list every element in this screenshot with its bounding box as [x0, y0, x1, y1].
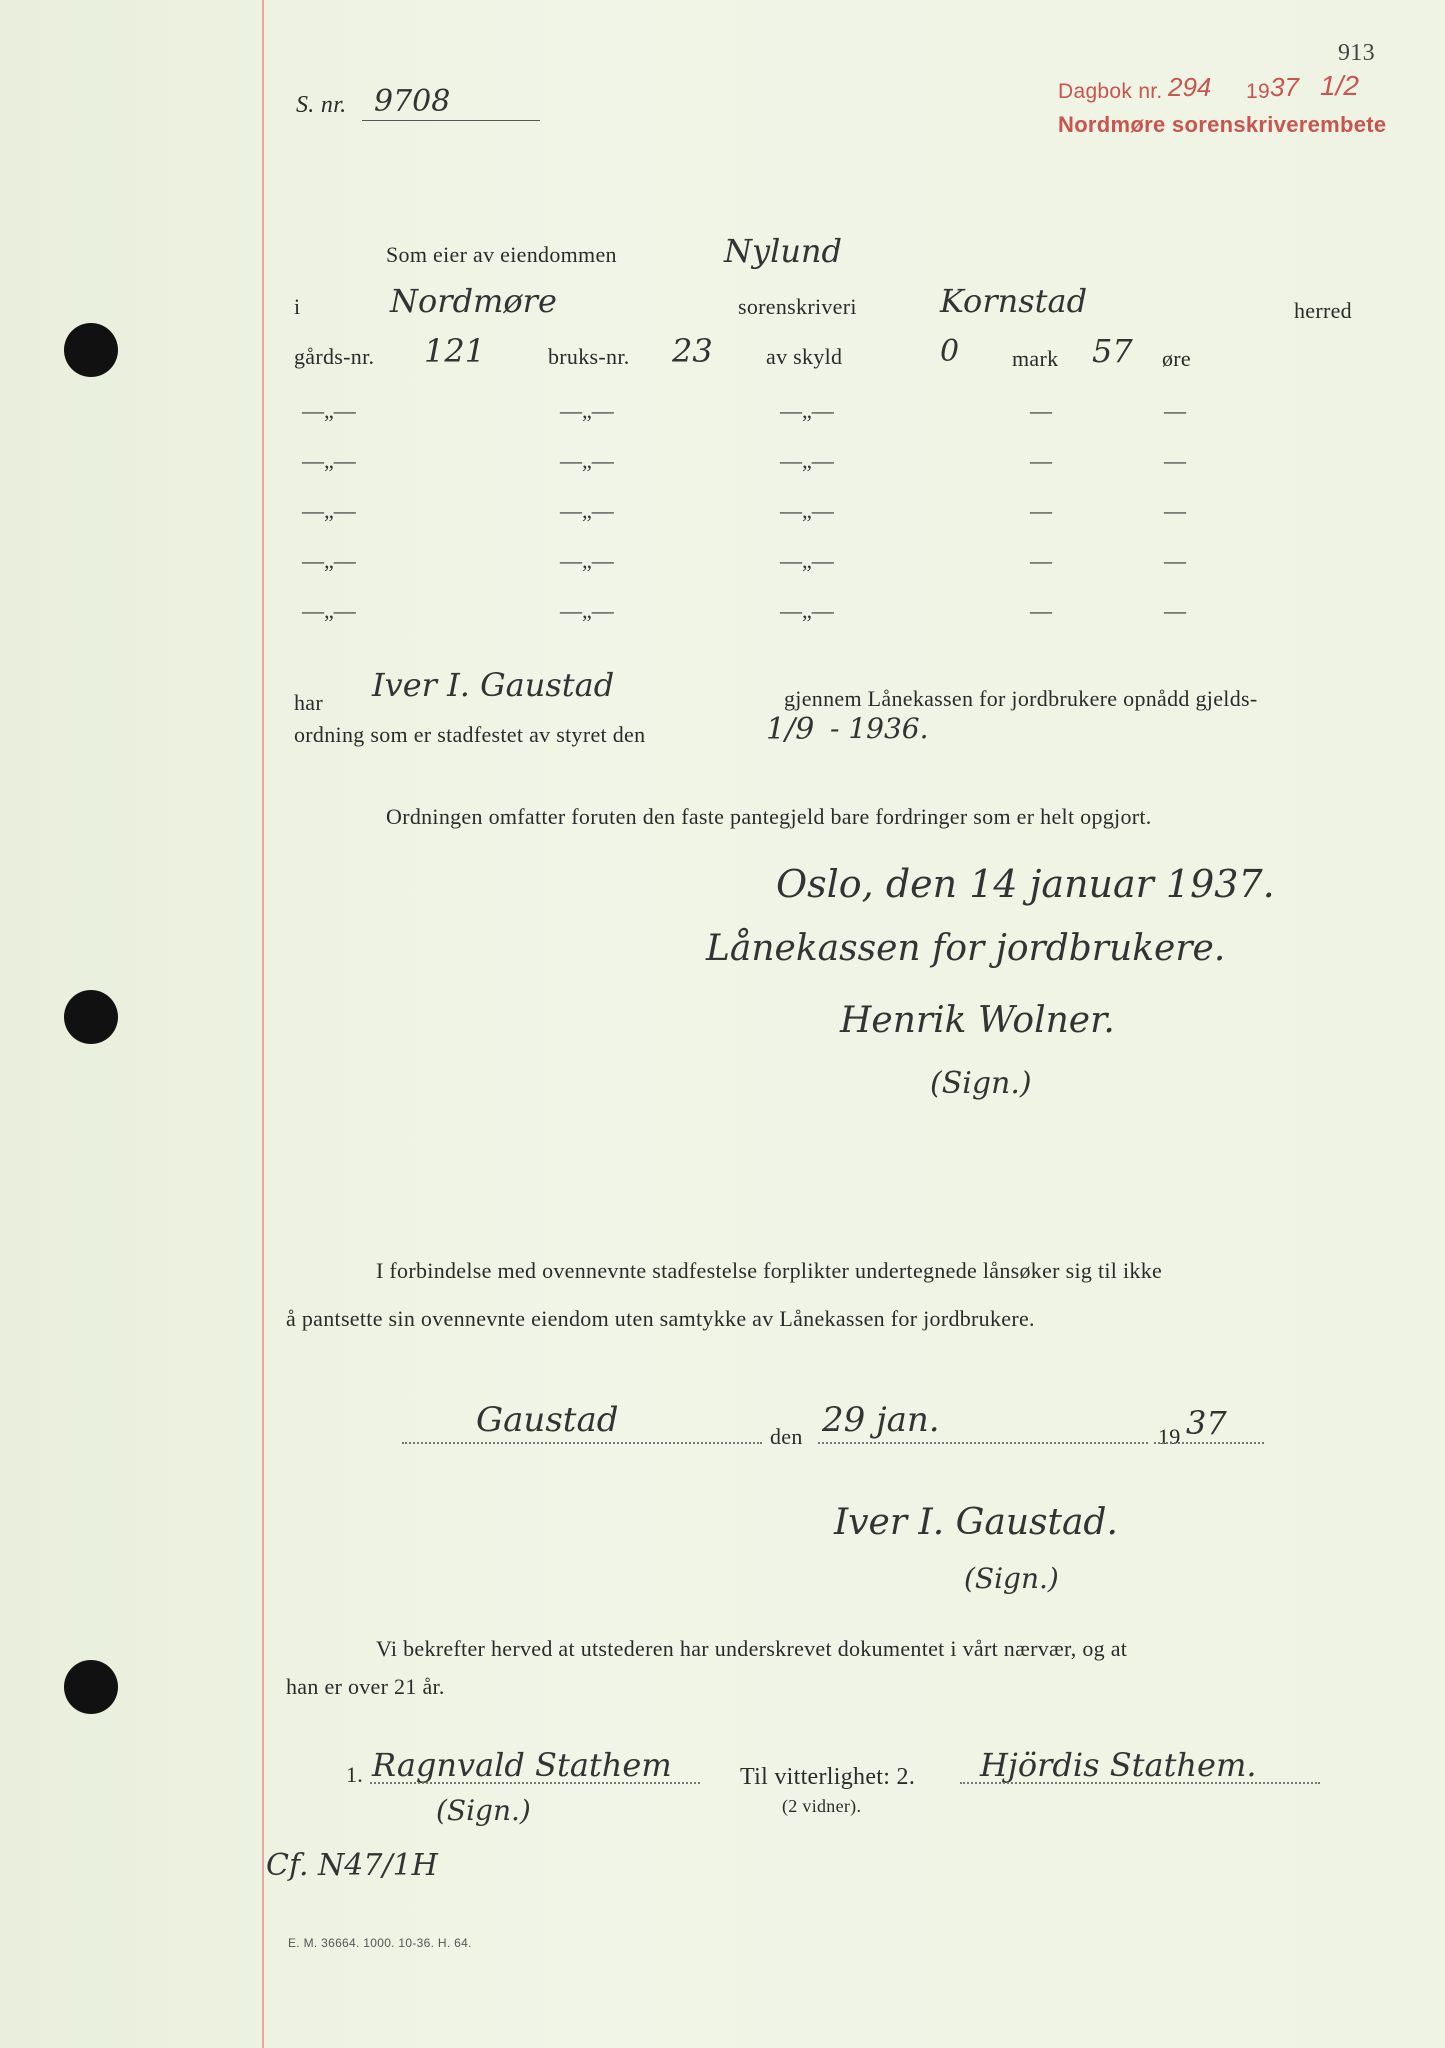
ditto-mark: —„—: [560, 598, 614, 623]
dash-mark: —: [1164, 498, 1186, 523]
ordning-text: Ordningen omfatter foruten den faste pantegjeld bare fordringer som er helt opgjort.: [386, 804, 1152, 829]
dash-mark: —: [1030, 498, 1052, 523]
mark-label: mark: [1012, 346, 1059, 371]
witness-2-signature: Hjördis Stathem.: [980, 1746, 1257, 1784]
place-dotted-line: [402, 1442, 762, 1444]
printer-mark: E. M. 36664. 1000. 10-36. H. 64.: [288, 1936, 472, 1950]
skyld-label: av skyld: [766, 344, 843, 369]
witness-1-sign-note: (Sign.): [436, 1794, 531, 1827]
year-prefix: 19: [1158, 1424, 1181, 1449]
margin-line: [262, 0, 264, 2048]
dagbok-label: Dagbok nr.: [1058, 80, 1163, 103]
body-line-1: gjennem Lånekassen for jordbrukere opnådd gjelds-: [784, 686, 1258, 711]
office-name: Nordmøre sorenskriverembete: [1058, 112, 1387, 137]
witness-line-2: han er over 21 år.: [286, 1674, 445, 1699]
dagbok-year: 37: [1270, 72, 1299, 102]
ditto-mark: —„—: [780, 448, 834, 473]
prep-i: i: [294, 294, 301, 319]
ditto-mark: —„—: [560, 398, 614, 423]
ditto-mark: —„—: [560, 498, 614, 523]
til-vitterlighet-label: Til vitterlighet: 2.: [740, 1764, 916, 1790]
ore-value: 57: [1092, 332, 1133, 370]
obligation-line-1: I forbindelse med ovennevnte stadfestelse forplikter undertegnede lånsøker sig til ikke: [376, 1258, 1163, 1283]
ditto-mark: —„—: [302, 398, 356, 423]
applicant-signature: Iver I. Gaustad.: [834, 1502, 1118, 1543]
ditto-mark: —„—: [560, 548, 614, 573]
dash-mark: —: [1030, 398, 1052, 423]
applicant-place: Gaustad: [476, 1400, 619, 1440]
signer-signature: Henrik Wolner.: [840, 1000, 1115, 1041]
punch-hole: [64, 1660, 118, 1714]
dash-mark: —: [1164, 398, 1186, 423]
year-suffix: 37: [1186, 1404, 1227, 1442]
place-date-signature: Oslo, den 14 januar 1937.: [776, 862, 1275, 906]
dagbok-date: 1/2: [1320, 70, 1359, 101]
sign-note: (Sign.): [930, 1066, 1032, 1101]
dash-mark: —: [1164, 598, 1186, 623]
dagbok-year-prefix: 19: [1246, 80, 1270, 103]
herred-name: Kornstad: [940, 282, 1088, 320]
dash-mark: —: [1030, 548, 1052, 573]
owner-name: Iver I. Gaustad: [372, 666, 615, 704]
ditto-mark: —„—: [780, 398, 834, 423]
body-line-2: ordning som er stadfestet av styret den: [294, 722, 646, 747]
year-dotted-line: [1154, 1442, 1264, 1444]
witness-line-1: Vi bekrefter herved at utstederen har underskrevet dokumentet i vårt nærvær, og at: [376, 1636, 1128, 1661]
ore-label: øre: [1162, 346, 1191, 371]
vidner-note: (2 vidner).: [782, 1796, 862, 1816]
witness-1-number: 1.: [346, 1762, 364, 1787]
margin-note: Cf. N47/1H: [266, 1848, 438, 1883]
bruks-label: bruks-nr.: [548, 344, 630, 369]
snr-underline: [362, 120, 540, 121]
ditto-mark: —„—: [302, 448, 356, 473]
har-label: har: [294, 690, 323, 715]
snr-value: 9708: [374, 84, 451, 119]
punch-hole: [64, 990, 118, 1044]
witness-1-dotted-line: [370, 1782, 700, 1784]
ditto-mark: —„—: [302, 498, 356, 523]
ditto-mark: —„—: [560, 448, 614, 473]
obligation-line-2: å pantsette sin ovennevnte eiendom uten samtykke av Lånekassen for jordbrukere.: [286, 1306, 1035, 1331]
gards-label: gårds-nr.: [294, 344, 375, 369]
ditto-mark: —„—: [302, 598, 356, 623]
ditto-mark: —„—: [302, 548, 356, 573]
ditto-mark: —„—: [780, 548, 834, 573]
dash-mark: —: [1030, 598, 1052, 623]
page-number: 913: [1338, 40, 1375, 66]
sorenskriveri-label: sorenskriveri: [738, 294, 857, 319]
estate-name: Nylund: [724, 232, 843, 270]
institution-signature: Lånekassen for jordbrukere.: [706, 928, 1226, 969]
dash-mark: —: [1164, 448, 1186, 473]
bruks-number: 23: [672, 332, 713, 370]
snr-label: S. nr.: [296, 92, 347, 118]
district-name: Nordmøre: [390, 282, 557, 320]
stadfestet-date: 1/9: [766, 712, 815, 747]
dagbok-number: 294: [1168, 72, 1212, 102]
punch-hole: [64, 323, 118, 377]
date-dotted-line: [818, 1442, 1148, 1444]
den-label: den: [770, 1424, 803, 1449]
ditto-mark: —„—: [780, 498, 834, 523]
dash-mark: —: [1164, 548, 1186, 573]
applicant-date: 29 jan.: [822, 1400, 940, 1440]
applicant-sign-note: (Sign.): [964, 1562, 1059, 1595]
witness-1-signature: Ragnvald Stathem: [372, 1746, 672, 1784]
stadfestet-year: - 1936.: [830, 712, 929, 745]
herred-label: herred: [1294, 298, 1352, 323]
property-intro: Som eier av eiendommen: [386, 242, 617, 267]
dash-mark: —: [1030, 448, 1052, 473]
skyld-mark-value: 0: [940, 334, 960, 369]
gards-number: 121: [424, 332, 486, 370]
ditto-mark: —„—: [780, 598, 834, 623]
witness-2-dotted-line: [960, 1782, 1320, 1784]
